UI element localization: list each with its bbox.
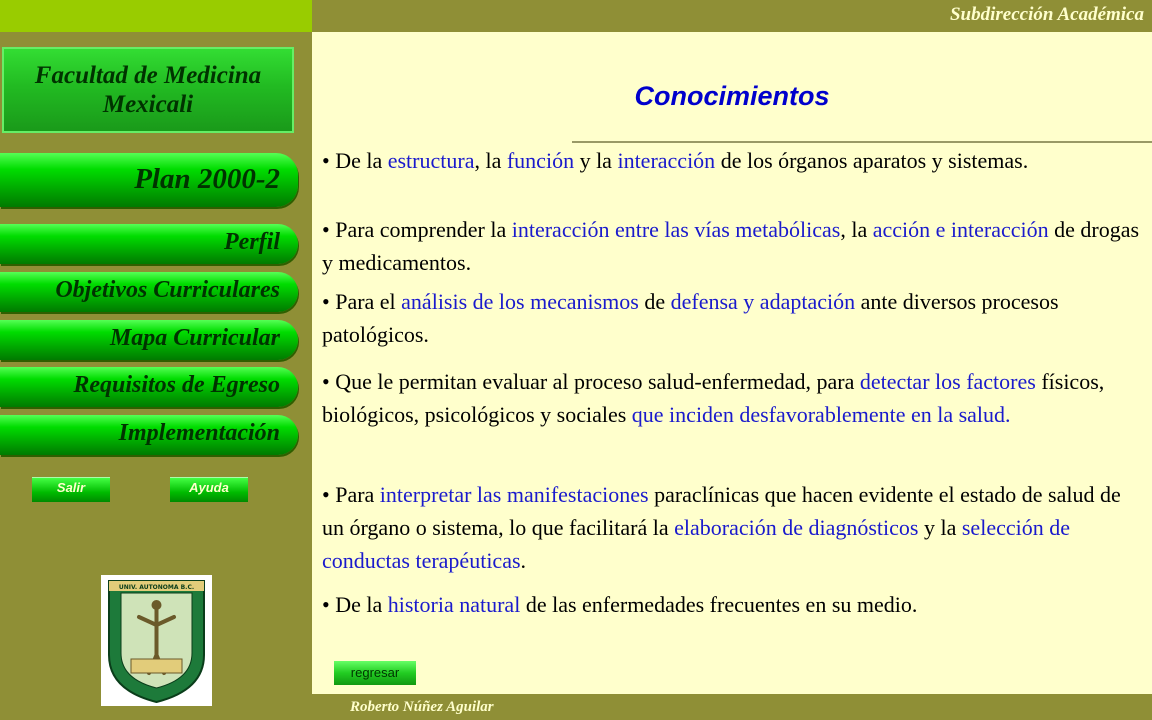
- faculty-title-box: [2, 47, 294, 133]
- title-divider: [572, 141, 1152, 143]
- nav-requisitos-de-egreso[interactable]: [0, 367, 298, 407]
- bullet-text: • De la: [322, 148, 388, 173]
- bullet-text: paraclínicas que hacen evidente el estado de salud de un órgano o sistema, lo que facilitará la: [322, 482, 1121, 540]
- highlighted-term: que inciden desfavorablemente en la salud.: [631, 402, 1011, 427]
- bullet-text: y la: [918, 515, 962, 540]
- author-credit: Roberto Núñez Aguilar: [350, 699, 494, 715]
- nav-label: Perfil: [224, 229, 280, 255]
- main-content: [312, 32, 1152, 694]
- highlighted-term: defensa y adaptación: [670, 289, 856, 314]
- bullet-item-6: [322, 588, 1140, 621]
- bullet-text: • Que le permitan evaluar al proceso salud-enfermedad, para: [322, 369, 860, 394]
- highlighted-term: acción e interacción: [872, 217, 1049, 242]
- highlighted-term: análisis de los mecanismos: [401, 289, 639, 314]
- bullet-item-3: [322, 285, 1140, 351]
- highlighted-term: función: [506, 148, 575, 173]
- bullet-text: • De la: [322, 592, 388, 617]
- bullet-item-4: [322, 365, 1140, 431]
- page-title: Conocimientos: [634, 81, 830, 111]
- bullet-text: de los órganos aparatos y sistemas.: [715, 148, 1029, 173]
- bullet-text: , la: [474, 148, 507, 173]
- bullet-text: • Para: [322, 482, 380, 507]
- nav-implementacion[interactable]: [0, 415, 298, 455]
- bullet-text: de: [638, 289, 671, 314]
- highlighted-term: selección de conductas terapéuticas: [322, 515, 1070, 573]
- nav-label: Objetivos Curriculares: [55, 277, 280, 303]
- nav-objetivos-curriculares[interactable]: [0, 272, 298, 312]
- help-button[interactable]: Ayuda: [170, 477, 248, 502]
- exit-button[interactable]: Salir: [32, 477, 110, 502]
- highlighted-term: detectar los factores: [859, 369, 1036, 394]
- svg-text:UNIV. AUTONOMA B.C.: UNIV. AUTONOMA B.C.: [118, 584, 195, 591]
- footer-bar: [312, 694, 1152, 720]
- header-bar: [312, 0, 1152, 32]
- plan-label: Plan 2000-2: [134, 163, 280, 195]
- nav-mapa-curricular[interactable]: [0, 320, 298, 360]
- top-strip: [0, 0, 312, 32]
- bullet-text: , la: [840, 217, 873, 242]
- bullet-text: de las enfermedades frecuentes en su medio.: [520, 592, 918, 617]
- nav-label: Mapa Curricular: [109, 325, 280, 351]
- nav-label: Requisitos de Egreso: [73, 372, 280, 398]
- nav-label: Implementación: [118, 420, 280, 446]
- plan-button[interactable]: [0, 153, 298, 207]
- highlighted-term: interacción entre las vías metabólicas: [511, 217, 841, 242]
- nav-perfil[interactable]: [0, 224, 298, 264]
- highlighted-term: interacción: [617, 148, 716, 173]
- bullet-item-2: [322, 213, 1140, 279]
- faculty-line1: Facultad de Medicina: [34, 62, 262, 89]
- bullet-text: • Para comprender la: [322, 217, 512, 242]
- bullet-text: y la: [574, 148, 618, 173]
- bullet-item-5: [322, 478, 1140, 577]
- seal-icon: [101, 575, 212, 706]
- bullet-item-1: [322, 144, 1140, 177]
- faculty-line2: Mexicali: [102, 91, 194, 118]
- bullet-text: ante diversos procesos patológicos.: [322, 289, 1059, 347]
- bullet-text: .: [520, 548, 527, 573]
- highlighted-term: historia natural: [387, 592, 521, 617]
- back-button[interactable]: regresar: [334, 661, 416, 685]
- bullet-text: físicos, biológicos, psicológicos y sociales: [322, 369, 1105, 427]
- header-title: Subdirección Académica: [949, 4, 1144, 25]
- bullet-text: • Para el: [322, 289, 402, 314]
- university-seal: [101, 575, 212, 706]
- bullet-text: de drogas y medicamentos.: [322, 217, 1140, 275]
- highlighted-term: elaboración de diagnósticos: [674, 515, 919, 540]
- highlighted-term: estructura: [387, 148, 475, 173]
- highlighted-term: interpretar las manifestaciones: [379, 482, 649, 507]
- sidebar: [0, 0, 312, 720]
